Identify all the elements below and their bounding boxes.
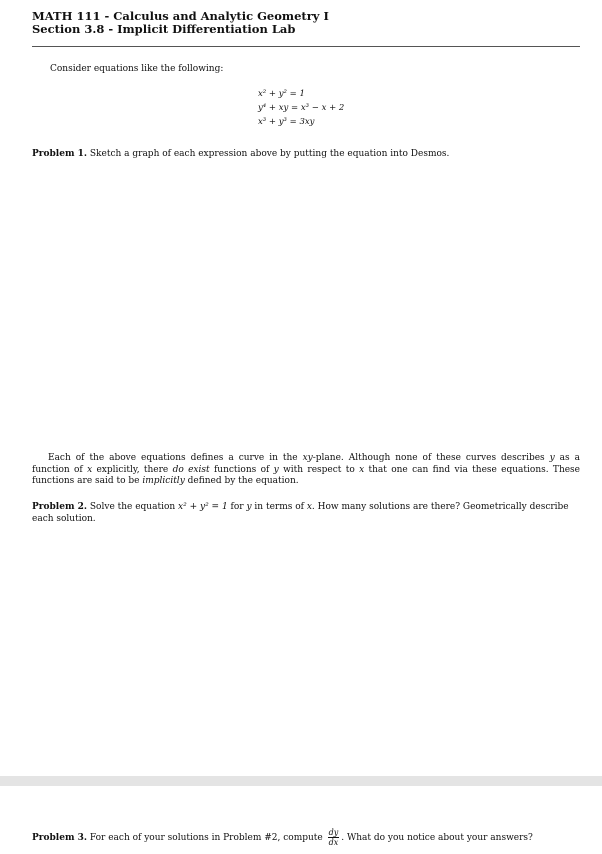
problem-3-label: Problem 3. xyxy=(32,833,88,843)
problem-3-text: . What do you notice about your answers? xyxy=(341,833,533,843)
para-text: functions of xyxy=(209,464,274,475)
problem-3 xyxy=(32,828,592,847)
para-text: -plane. Although none of these curves describes xyxy=(312,453,550,463)
para-emphasis: implicitly xyxy=(142,476,185,486)
intro-text: Consider equations like the following: xyxy=(50,64,224,74)
header-divider xyxy=(32,46,580,47)
para-text: Each of the above equations defines a curve in the xyxy=(48,453,303,463)
equation-3: x³ + y³ = 3xy xyxy=(258,117,315,127)
document-header xyxy=(32,10,329,36)
para-var: x xyxy=(359,464,365,475)
problem-2-var: x xyxy=(306,502,312,512)
section-title: Section 3.8 - Implicit Differentiation Lab xyxy=(32,22,296,36)
fraction-denominator: dx xyxy=(328,838,339,847)
problem-2-text: for xyxy=(227,502,247,512)
problem-1 xyxy=(32,149,580,161)
para-text: with respect to xyxy=(278,464,360,475)
para-text: defined by the equation. xyxy=(184,476,299,486)
equation-2: y⁴ + xy = x³ − x + 2 xyxy=(258,103,345,113)
para-var: y xyxy=(273,464,279,475)
para-text: that one can find via these equations. These functions are said to be xyxy=(32,464,581,486)
problem-2-var: y xyxy=(246,502,252,512)
problem-1-text: Sketch a graph of each expression above by putting the equation into Desmos. xyxy=(89,149,450,159)
implicit-paragraph xyxy=(32,453,580,488)
problem-2-text: . How many solutions are there? Geometrically describe each solution. xyxy=(32,502,569,524)
para-emphasis: do exist xyxy=(172,464,210,475)
para-var: y xyxy=(549,453,555,463)
problem-2-text: in terms of xyxy=(251,502,307,512)
course-title: MATH 111 - Calculus and Analytic Geometry I xyxy=(32,9,329,23)
problem-2-text: Solve the equation xyxy=(89,502,179,512)
para-text: as a function of xyxy=(32,453,580,475)
problem-2-label: Problem 2. xyxy=(32,502,88,512)
para-var: xy xyxy=(302,453,313,463)
para-text: explicitly, there xyxy=(92,464,173,475)
problem-3-text: For each of your solutions in Problem #2, compute xyxy=(89,833,326,843)
page-break-bar xyxy=(0,776,602,786)
problem-2-equation: x² + y² = 1 xyxy=(178,502,228,512)
equation-1: x² + y² = 1 xyxy=(258,89,305,99)
equation-list xyxy=(258,87,344,129)
fraction-numerator: dy xyxy=(328,828,339,837)
para-var: x xyxy=(87,464,93,475)
problem-1-label: Problem 1. xyxy=(32,149,88,159)
problem-2 xyxy=(32,502,580,525)
derivative-fraction xyxy=(328,828,340,847)
